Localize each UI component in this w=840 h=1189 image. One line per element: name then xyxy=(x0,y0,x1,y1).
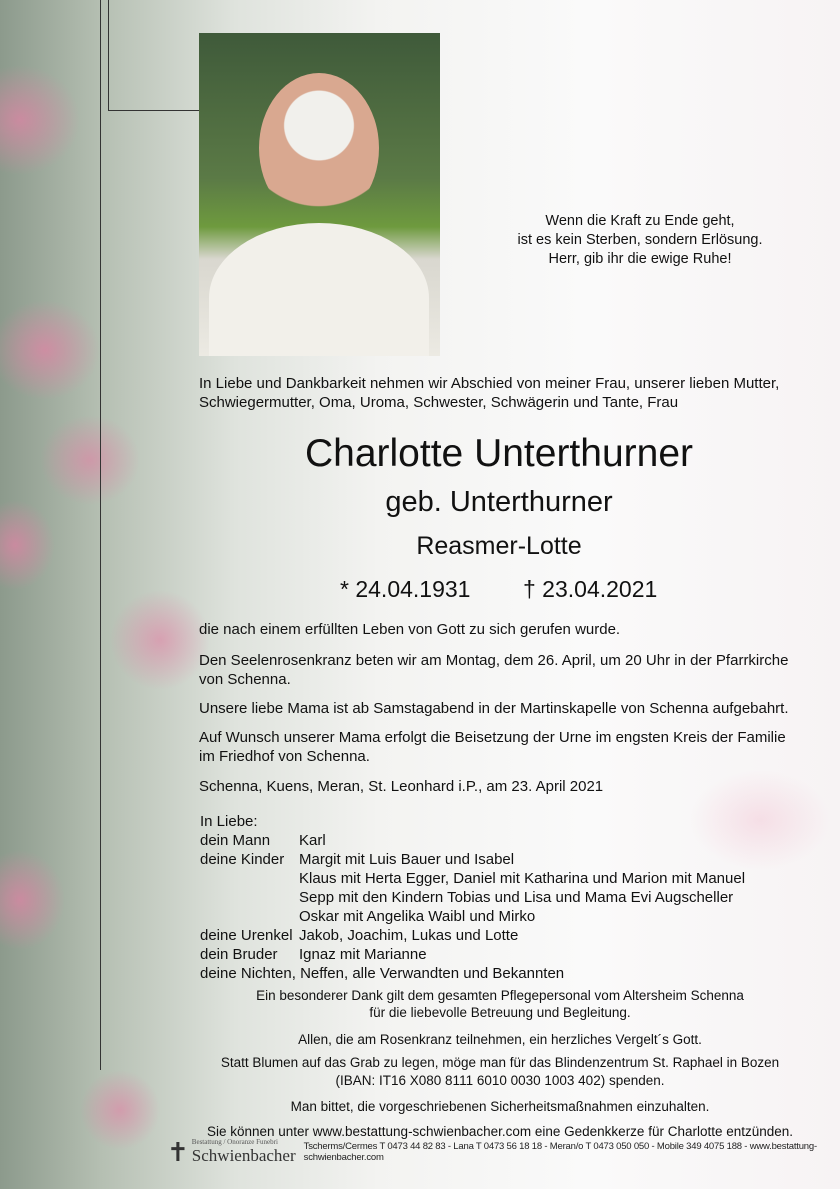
cross-icon: ✝ xyxy=(167,1137,189,1167)
cross-vertical-line xyxy=(100,0,101,1070)
logo-name: Schwienbacher xyxy=(191,1146,296,1165)
mourners-list xyxy=(200,812,745,983)
closing-line: (IBAN: IT16 X080 8111 6010 0030 1003 402) spenden. xyxy=(335,1073,665,1088)
relation xyxy=(200,869,299,888)
quote-line: Herr, gib ihr die ewige Ruhe! xyxy=(548,251,732,267)
list-item xyxy=(200,926,745,945)
candle-notice: Sie können unter www.bestattung-schwienbacher.com eine Gedenkkerze für Charlotte entzünden. xyxy=(206,1124,794,1139)
paragraph: Auf Wunsch unserer Mama erfolgt die Beisetzung der Urne im engsten Kreis der Familie im Friedhof von Schenna. xyxy=(199,729,786,765)
nickname: Reasmer-Lotte xyxy=(416,532,582,560)
mourners-heading: In Liebe: xyxy=(200,813,258,830)
names: Sepp mit den Kindern Tobias und Lisa und Mama Evi Augscheller xyxy=(299,889,734,906)
relation xyxy=(200,888,299,907)
list-item xyxy=(200,907,745,926)
rosary-thanks: Allen, die am Rosenkranz teilnehmen, ein herzliches Vergelt´s Gott. xyxy=(298,1032,702,1047)
closing-line: Ein besonderer Dank gilt dem gesamten Pflegepersonal vom Altersheim Schenna xyxy=(256,988,744,1003)
donation-text xyxy=(170,1054,830,1090)
death-date: † 23.04.2021 xyxy=(523,576,658,602)
funeral-home-logo xyxy=(167,1138,296,1166)
list-item: deine Nichten, Neffen, alle Verwandten und Bekannten xyxy=(200,965,565,982)
cross-short-vertical-line xyxy=(108,0,109,111)
relation xyxy=(200,907,299,926)
footer xyxy=(167,1138,840,1166)
deceased-name: Charlotte Unterthurner xyxy=(304,432,694,475)
logo-subtitle: Bestattung / Onoranze Funebri xyxy=(191,1138,278,1146)
relation: dein Bruder xyxy=(200,946,278,963)
relation: deine Urenkel xyxy=(200,927,293,944)
birth-date: * 24.04.1931 xyxy=(340,576,471,602)
list-item xyxy=(200,831,745,850)
names: Klaus mit Herta Egger, Daniel mit Katharina und Marion mit Manuel xyxy=(299,870,746,887)
intro-text: In Liebe und Dankbarkeit nehmen wir Abschied von meiner Frau, unserer lieben Mutter, Schwiegermutter, Oma, Uroma, Schwester, Schwägerin und Tante, Frau xyxy=(199,375,780,411)
cross-horizontal-line xyxy=(108,110,200,111)
list-item xyxy=(200,945,745,964)
maiden-name: geb. Unterthurner xyxy=(385,486,613,518)
paragraph: Unsere liebe Mama ist ab Samstagabend in der Martinskapelle von Schenna aufgebahrt. xyxy=(199,700,789,717)
relation: deine Kinder xyxy=(200,851,285,868)
place-date: Schenna, Kuens, Meran, St. Leonhard i.P., am 23. April 2021 xyxy=(199,778,604,795)
quote xyxy=(470,212,810,269)
names: Karl xyxy=(299,832,326,849)
names: Oskar mit Angelika Waibl und Mirko xyxy=(299,908,536,925)
paragraph: Den Seelenrosenkranz beten wir am Montag, dem 26. April, um 20 Uhr in der Pfarrkirche von Schenna. xyxy=(199,652,789,688)
safety-notice: Man bittet, die vorgeschriebenen Sicherheitsmaßnahmen einzuhalten. xyxy=(290,1099,710,1114)
list-item xyxy=(200,850,745,869)
closing-line: Statt Blumen auf das Grab zu legen, möge man für das Blindenzentrum St. Raphael in Bozen xyxy=(220,1055,780,1070)
quote-line: Wenn die Kraft zu Ende geht, xyxy=(545,213,735,229)
names: Margit mit Luis Bauer und Isabel xyxy=(299,851,515,868)
quote-line: ist es kein Sterben, sondern Erlösung. xyxy=(517,232,763,248)
names: Jakob, Joachim, Lukas und Lotte xyxy=(299,927,519,944)
names: Ignaz mit Marianne xyxy=(299,946,427,963)
thanks-text xyxy=(170,987,830,1021)
portrait-photo xyxy=(199,33,440,356)
relation: dein Mann xyxy=(200,832,271,849)
closing-line: für die liebevolle Betreuung und Begleitung. xyxy=(369,1005,631,1020)
list-item xyxy=(200,888,745,907)
list-item xyxy=(200,869,745,888)
paragraph: die nach einem erfüllten Leben von Gott zu sich gerufen wurde. xyxy=(199,621,621,638)
contact-info: Tscherms/Cermes T 0473 44 82 83 - Lana T 0473 56 18 18 - Meran/o T 0473 050 050 - Mobile 349 4075 188 - www.bestattung-schwienbacher.com xyxy=(303,1141,817,1163)
